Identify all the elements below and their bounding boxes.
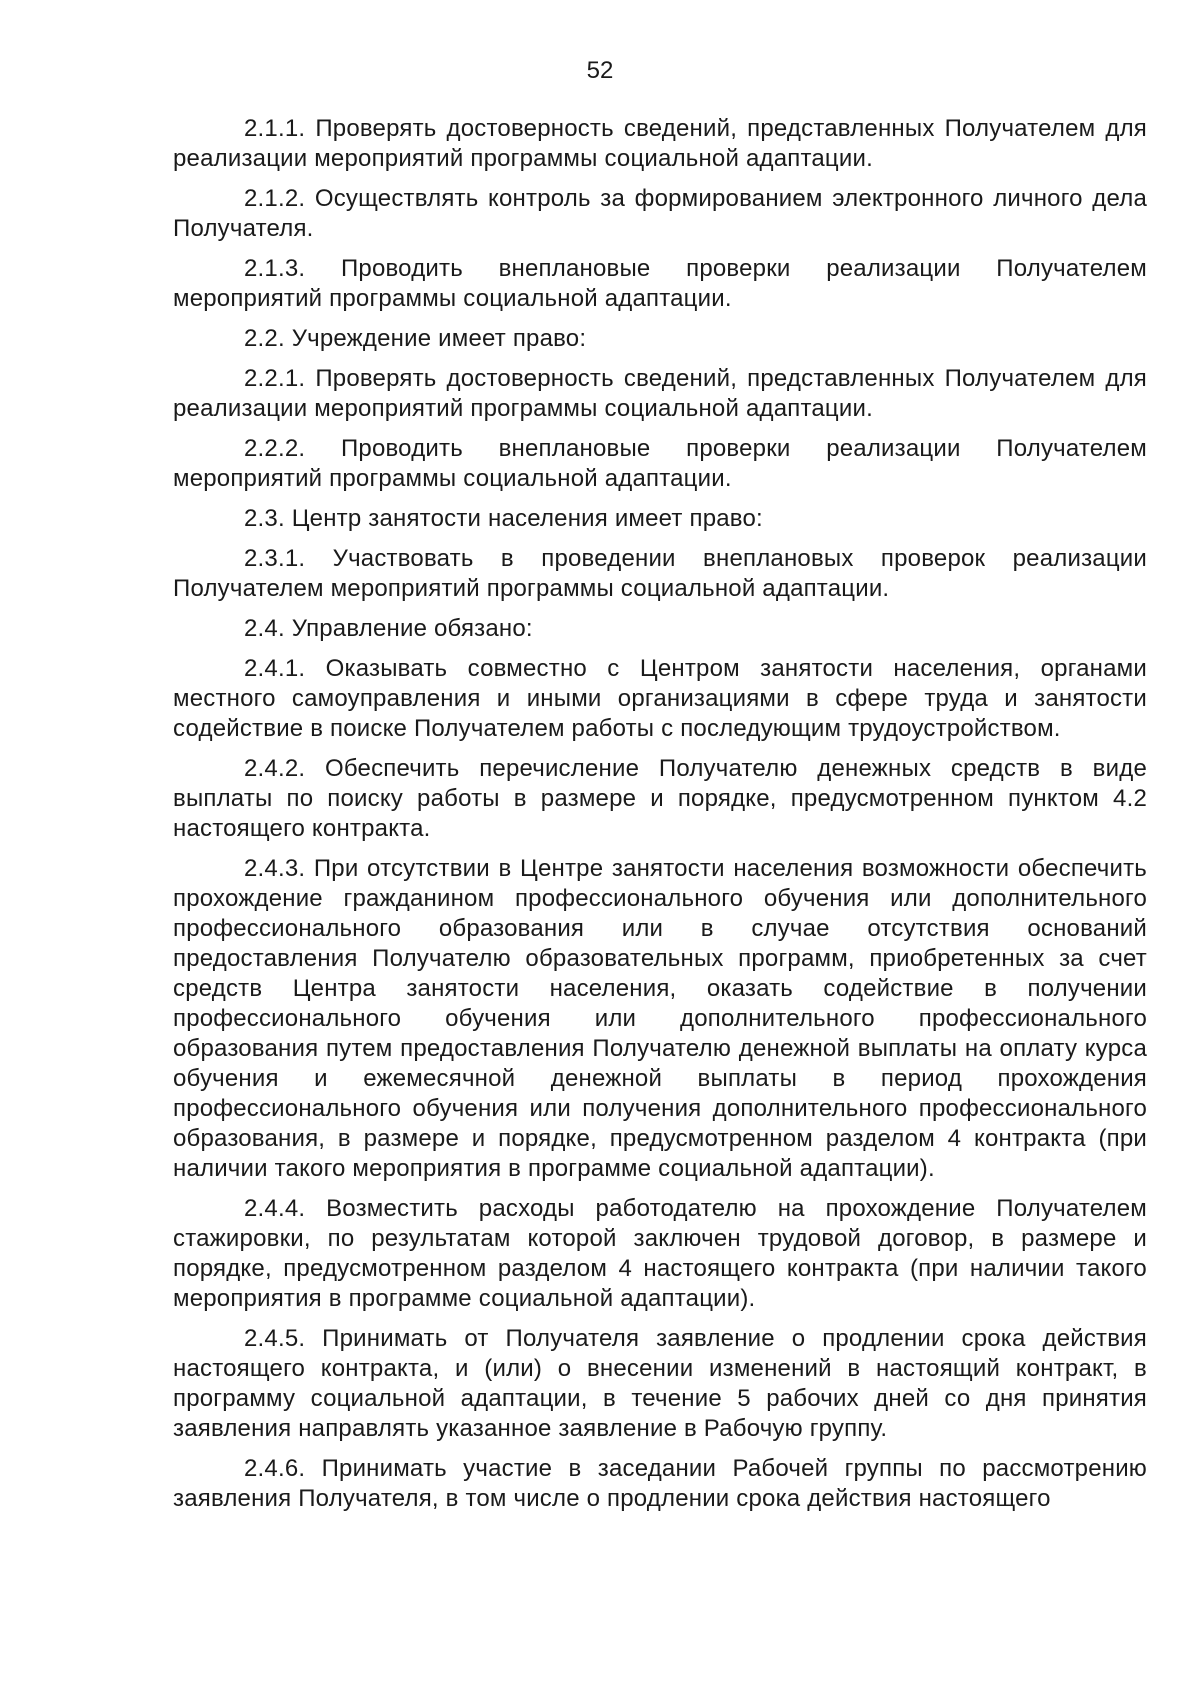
clause-2-4-4: 2.4.4. Возместить расходы работодателю на прохождение Получателем стажировки, по результатам которой заключен трудовой договор, в размере и порядке, предусмотренном разделом 4 настоящего контракта (при наличии такого мероприятия в программе социальной адаптации). bbox=[173, 1195, 1147, 1312]
clause-2-2-heading: 2.2. Учреждение имеет право: bbox=[244, 325, 587, 352]
clause-2-4-5: 2.4.5. Принимать от Получателя заявление о продлении срока действия настоящего контракта, и (или) о внесении изменений в настоящий контракт, в программу социальной адаптации, в течение 5 рабочих дней со дня принятия заявления направлять указанное заявление в Рабочую группу. bbox=[173, 1325, 1147, 1442]
clause-2-4-heading: 2.4. Управление обязано: bbox=[244, 615, 533, 642]
clause-2-4-3: 2.4.3. При отсутствии в Центре занятости населения возможности обеспечить прохождение гражданином профессионального обучения или дополнительного профессионального образования или в случае отсутствия оснований предоставления Получателю образовательных программ, приобретенных за счет средств Центра занятости населения, оказать содействие в получении профессионального обучения или дополнительного профессионального образования путем предоставления Получателю денежной выплаты на оплату курса обучения и ежемесячной денежной выплаты в период прохождения профессионального обучения или получения дополнительного профессионального образования, в размере и порядке, предусмотренном разделом 4 контракта (при наличии такого мероприятия в программе социальной адаптации). bbox=[173, 855, 1147, 1182]
clause-2-2-1: 2.2.1. Проверять достоверность сведений, представленных Получателем для реализации мероприятий программы социальной адаптации. bbox=[173, 365, 1147, 422]
page-number: 52 bbox=[586, 57, 614, 84]
document-body bbox=[173, 114, 1147, 1524]
clause-2-2-2: 2.2.2. Проводить внеплановые проверки реализации Получателем мероприятий программы социальной адаптации. bbox=[173, 435, 1147, 492]
clause-2-1-1: 2.1.1. Проверять достоверность сведений, представленных Получателем для реализации мероприятий программы социальной адаптации. bbox=[173, 115, 1147, 172]
clause-2-4-2: 2.4.2. Обеспечить перечисление Получателю денежных средств в виде выплаты по поиску работы в размере и порядке, предусмотренном пунктом 4.2 настоящего контракта. bbox=[173, 755, 1147, 842]
clause-2-4-6: 2.4.6. Принимать участие в заседании Рабочей группы по рассмотрению заявления Получателя, в том числе о продлении срока действия настоящего bbox=[173, 1455, 1147, 1512]
clause-2-1-3: 2.1.3. Проводить внеплановые проверки реализации Получателем мероприятий программы социальной адаптации. bbox=[173, 255, 1147, 312]
clause-2-4-1: 2.4.1. Оказывать совместно с Центром занятости населения, органами местного самоуправления и иными организациями в сфере труда и занятости содействие в поиске Получателем работы с последующим трудоустройством. bbox=[173, 655, 1147, 742]
clause-2-1-2: 2.1.2. Осуществлять контроль за формированием электронного личного дела Получателя. bbox=[173, 185, 1147, 242]
clause-2-3-heading: 2.3. Центр занятости населения имеет право: bbox=[244, 505, 763, 532]
clause-2-3-1: 2.3.1. Участвовать в проведении внеплановых проверок реализации Получателем мероприятий программы социальной адаптации. bbox=[173, 545, 1147, 602]
